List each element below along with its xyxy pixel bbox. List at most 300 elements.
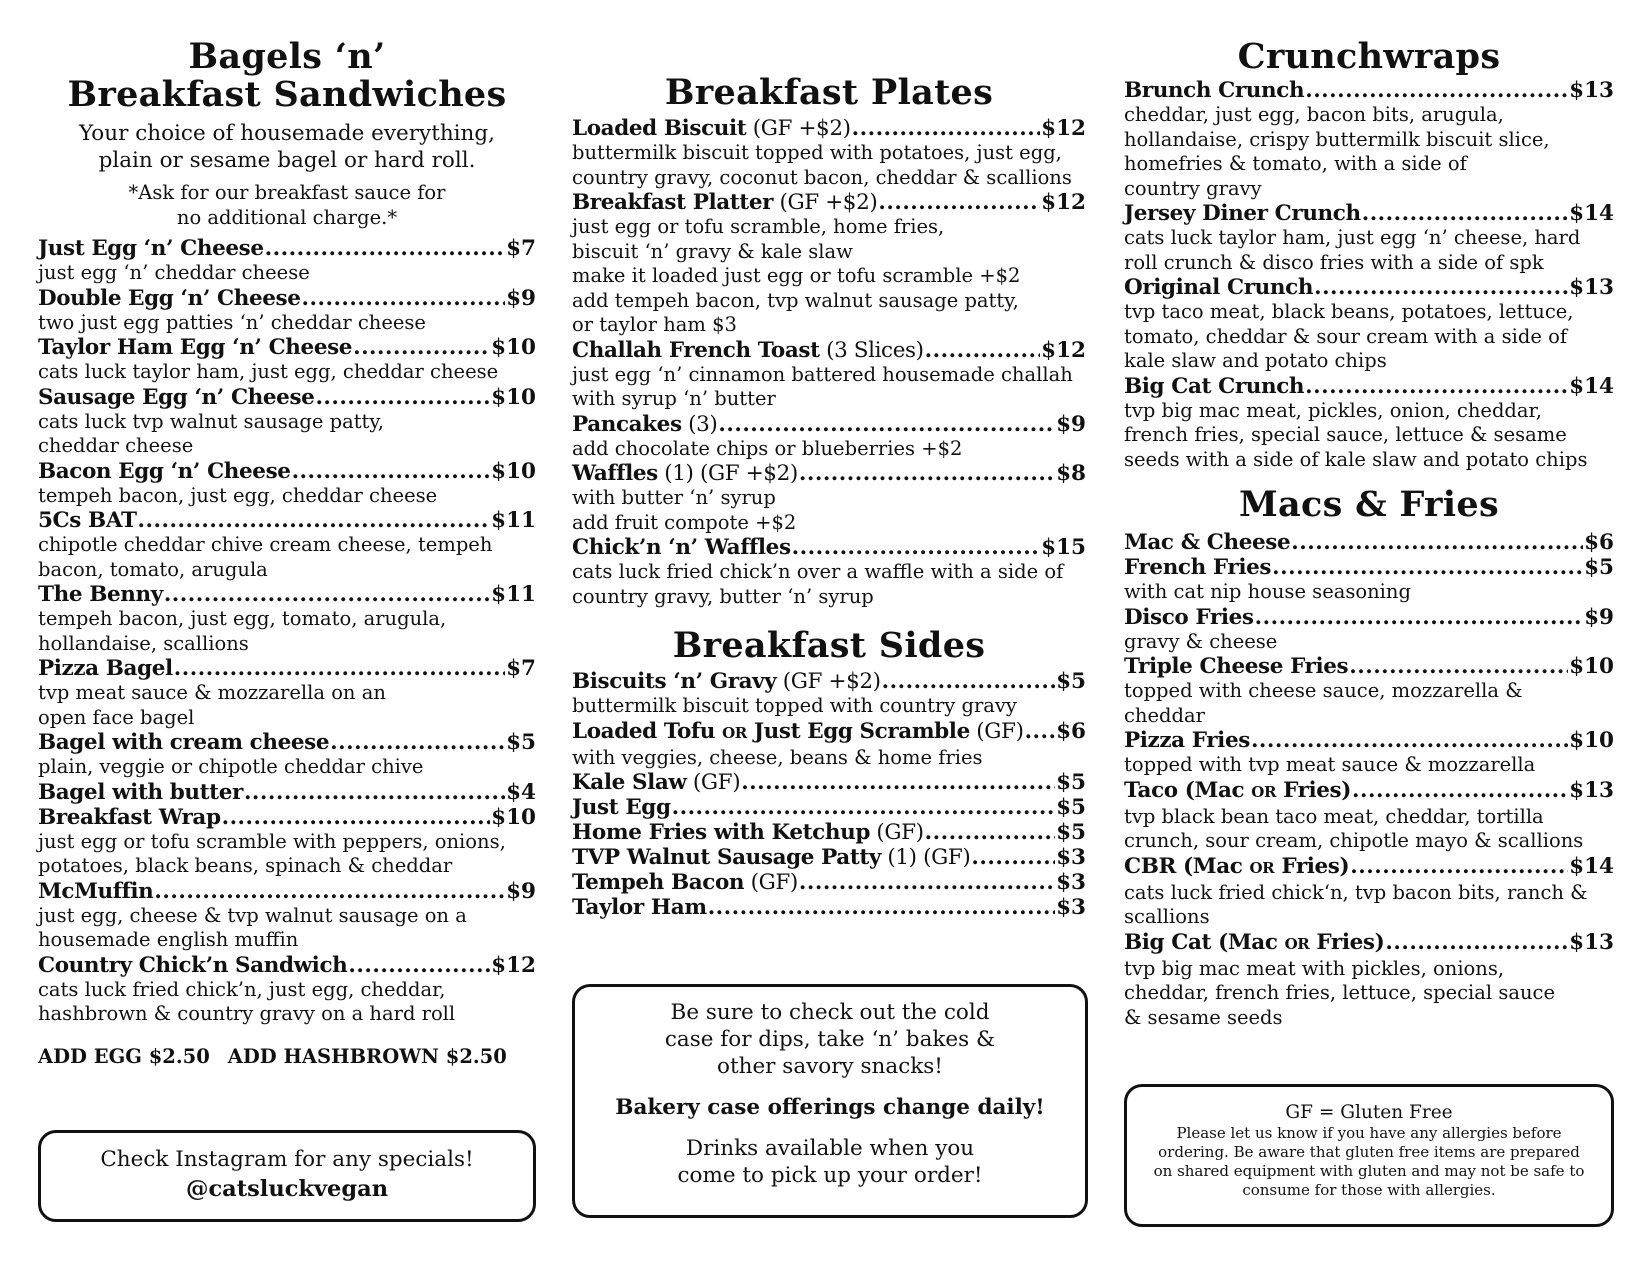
item-description: cheddar, just egg, bacon bits, arugula, hollandaise, crispy buttermilk biscuit slice, homefries & tomato, with a side of country gravy [1124, 103, 1550, 200]
menu-item [572, 535, 1086, 609]
cold-case-box [572, 984, 1088, 1218]
menu-item-row [38, 335, 536, 360]
item-name-text: Jersey Diner Crunch [1124, 201, 1361, 226]
menu-item [1124, 654, 1614, 728]
item-name [1124, 654, 1348, 679]
menu-item-row [572, 412, 1086, 437]
item-modifier: (GF) [869, 820, 924, 845]
item-description: just egg or tofu scramble, home fries, biscuit ‘n’ gravy & kale slaw make it loaded just egg or tofu scramble +$2 add tempeh bacon, tvp walnut sausage patty, or taylor ham $3 [572, 215, 1021, 336]
bakery-case-text: Bakery case offerings change daily! [615, 1095, 1045, 1120]
item-name [38, 656, 173, 681]
menu-item-row [572, 820, 1086, 845]
item-name [1124, 275, 1313, 300]
item-name-text: TVP Walnut Sausage Patty [572, 845, 881, 870]
item-name-text: McMuffin [38, 878, 154, 904]
menu-item [1124, 605, 1614, 655]
menu-item [1124, 778, 1614, 854]
item-price: $12 [1041, 116, 1086, 141]
item-name [38, 953, 347, 978]
menu-item-row [1124, 275, 1614, 300]
item-name-text: Disco Fries [1124, 604, 1254, 630]
menu-item-row [572, 845, 1086, 870]
sauce-note [38, 180, 536, 230]
menu-item-row [1124, 374, 1614, 399]
item-modifier: (GF) [686, 770, 741, 795]
menu-item-row [38, 805, 536, 830]
item-name-text: The Benny [38, 582, 163, 607]
menu-item-row [38, 236, 536, 261]
menu-item [572, 845, 1086, 870]
menu-item [1124, 201, 1614, 275]
item-price: $9 [506, 285, 536, 311]
item-price: $13 [1569, 275, 1614, 300]
menu-item [1124, 930, 1614, 1031]
menu-item [38, 879, 536, 953]
menu-item-row [1124, 930, 1614, 957]
item-description: add chocolate chips or blueberries +$2 [572, 436, 963, 460]
item-name-text: Breakfast Platter [572, 190, 774, 215]
item-name [1124, 530, 1290, 555]
menu-item-row [572, 669, 1086, 694]
item-name [572, 770, 740, 795]
dot-leader [852, 116, 1041, 141]
menu-item-row [572, 719, 1086, 746]
menu-item [38, 805, 536, 879]
item-name-text: Brunch Crunch [1124, 78, 1305, 103]
menu-item [572, 820, 1086, 845]
item-name-text: Just Egg [572, 795, 671, 820]
item-name-text: Loaded Biscuit [572, 116, 747, 141]
section-heading-crunchwraps: Crunchwraps [1237, 36, 1501, 77]
item-description: just egg, cheese & tvp walnut sausage on a housemade english muffin [38, 903, 467, 951]
dot-leader [792, 535, 1040, 560]
item-name-text: Double Egg ‘n’ Cheese [38, 285, 301, 311]
item-name [38, 236, 264, 261]
item-name [572, 535, 791, 560]
item-name-text: Bagel with cream cheese [38, 730, 330, 755]
item-price: $7 [506, 236, 536, 261]
item-price: $5 [1056, 820, 1086, 845]
menu-item [572, 795, 1086, 820]
item-name [1124, 605, 1254, 630]
menu-item-row [38, 879, 536, 904]
heading-line: Breakfast Sandwiches [67, 74, 507, 115]
item-name [572, 338, 924, 363]
dot-leader [174, 656, 505, 681]
dot-leader [799, 870, 1055, 895]
item-description: cats luck taylor ham, just egg, cheddar cheese [38, 360, 499, 383]
bagel-item-list [38, 236, 536, 1027]
item-name [38, 582, 163, 607]
item-name-text: Breakfast Wrap [38, 804, 221, 830]
menu-item-row [38, 508, 536, 533]
item-price: $5 [1056, 795, 1086, 820]
item-name-text: Bagel with butter [38, 779, 243, 805]
menu-item-row [572, 461, 1086, 486]
item-name-part: Fries) [1309, 929, 1385, 955]
or-text: OR [722, 723, 747, 742]
item-price: $10 [491, 458, 536, 484]
item-price: $5 [1056, 669, 1086, 694]
menu-item-row [1124, 78, 1614, 103]
item-name-part: CBR (Mac [1124, 853, 1250, 879]
dot-leader [971, 845, 1055, 870]
dot-leader [222, 805, 491, 830]
plates-item-list [572, 116, 1086, 609]
menu-item [1124, 530, 1614, 555]
dot-leader [799, 461, 1055, 486]
item-modifier: (3) [681, 411, 718, 437]
addon-egg: ADD EGG $2.50 [38, 1044, 210, 1068]
menu-item [1124, 555, 1614, 605]
item-modifier: (GF) [969, 718, 1024, 744]
item-name-part: Fries) [1276, 777, 1352, 803]
item-name [1124, 78, 1304, 103]
item-name [38, 508, 137, 533]
menu-item [572, 895, 1086, 920]
item-name-text: Taylor Ham Egg ‘n’ Cheese [38, 335, 353, 360]
menu-item-row [572, 770, 1086, 795]
item-modifier: (GF +$2) [746, 116, 851, 141]
dot-leader [292, 459, 491, 484]
item-name-text: Tempeh Bacon [572, 870, 745, 895]
item-modifier: (1) (GF +$2) [657, 461, 798, 486]
menu-item [38, 335, 536, 385]
item-description: with butter ‘n’ syrup add fruit compote +$2 [572, 486, 797, 534]
item-modifier: (3 Slices) [819, 337, 924, 363]
sides-item-list [572, 669, 1086, 920]
item-description: just egg or tofu scramble with peppers, onions, potatoes, black beans, spinach & cheddar [38, 829, 506, 877]
intro-line: plain or sesame bagel or hard roll. [98, 148, 476, 173]
item-name-text: Pizza Bagel [38, 656, 173, 681]
item-name-text: Challah French Toast [572, 337, 820, 363]
menu-item [38, 780, 536, 805]
menu-item-row [572, 338, 1086, 363]
dot-leader [718, 412, 1055, 437]
gluten-free-box [1124, 1084, 1614, 1227]
instagram-box [38, 1130, 536, 1222]
menu-item-row [1124, 530, 1614, 555]
dot-leader [164, 582, 490, 607]
item-name-text: Triple Cheese Fries [1124, 654, 1349, 679]
item-price: $10 [1569, 654, 1614, 679]
item-description: topped with cheese sauce, mozzarella & cheddar [1124, 679, 1523, 727]
item-name [572, 412, 717, 437]
item-name [572, 116, 851, 141]
item-price: $5 [1584, 555, 1614, 580]
item-price: $6 [1584, 530, 1614, 555]
item-description: tempeh bacon, just egg, cheddar cheese [38, 483, 438, 507]
item-price: $5 [506, 730, 536, 755]
item-modifier: (1) (GF) [880, 845, 971, 870]
dot-leader [1362, 201, 1568, 226]
menu-item [38, 385, 536, 459]
menu-item [38, 656, 536, 730]
item-name [1124, 854, 1349, 881]
item-price: $7 [506, 656, 536, 681]
menu-item [38, 953, 536, 1027]
menu-item [38, 236, 536, 286]
menu-item-row [572, 870, 1086, 895]
item-description: plain, veggie or chipotle cheddar chive [38, 755, 424, 778]
breakfast-section [572, 74, 1086, 920]
menu-item-row [1124, 605, 1614, 630]
menu-item [38, 508, 536, 582]
item-description: just egg ‘n’ cinnamon battered housemade challah with syrup ‘n’ butter [572, 362, 1073, 410]
menu-item-row [38, 780, 536, 805]
dot-leader [265, 236, 505, 261]
item-price: $9 [506, 878, 536, 904]
menu-item-row [38, 582, 536, 607]
menu-item-row [572, 535, 1086, 560]
item-description: cats luck fried chick’n over a waffle with a side of country gravy, butter ‘n’ syrup [572, 560, 1064, 608]
item-name [572, 719, 1024, 746]
item-name-text: Chick’n ‘n’ Waffles [572, 535, 791, 560]
item-name-text: Mac & Cheese [1124, 530, 1291, 555]
item-price: $4 [506, 779, 536, 805]
crunch-item-list [1124, 78, 1614, 472]
menu-item-row [38, 286, 536, 311]
item-description: two just egg patties ‘n’ cheddar cheese [38, 310, 426, 334]
item-name [572, 895, 707, 920]
item-name [572, 190, 877, 215]
item-price: $12 [491, 952, 536, 978]
dot-leader [1350, 854, 1568, 879]
note-line: no additional charge.* [176, 206, 398, 229]
item-price: $13 [1569, 929, 1614, 955]
item-name [572, 820, 924, 845]
item-price: $12 [1041, 337, 1086, 363]
item-name-text: Home Fries with Ketchup [572, 820, 870, 845]
dot-leader [1305, 374, 1568, 399]
item-name-text: Kale Slaw [572, 770, 687, 795]
item-name-text: Pizza Fries [1124, 728, 1250, 753]
menu-item-row [1124, 201, 1614, 226]
item-description: tvp big mac meat, pickles, onion, cheddar, french fries, special sauce, lettuce & sesame seeds with a side of kale slaw and potato chips [1124, 398, 1588, 471]
menu-item [38, 459, 536, 509]
item-description: just egg ‘n’ cheddar cheese [38, 261, 310, 284]
dot-leader [1291, 530, 1583, 555]
item-description: chipotle cheddar chive cream cheese, tempeh bacon, tomato, arugula [38, 533, 493, 581]
menu-item [38, 286, 536, 336]
item-price: $9 [1056, 411, 1086, 437]
item-name-text: Pancakes [572, 411, 682, 437]
item-name [1124, 930, 1384, 957]
item-description: tvp black bean taco meat, cheddar, tortilla crunch, sour cream, chipotle mayo & scallions [1124, 804, 1584, 852]
menu-item [572, 338, 1086, 412]
dot-leader [672, 795, 1055, 820]
item-name-text: Waffles [572, 461, 658, 486]
dot-leader [1255, 605, 1583, 630]
item-price: $3 [1056, 870, 1086, 895]
allergy-note: Please let us know if you have any allergies before ordering. Be aware that gluten free items are prepared on shared equipment with gluten and may not be safe to consume for those with allergies. [1153, 1124, 1585, 1199]
item-description: cats luck taylor ham, just egg ‘n’ cheese, hard roll crunch & disco fries with a side of spk [1124, 226, 1581, 274]
item-price: $6 [1056, 718, 1086, 744]
section-heading-bagels [38, 38, 536, 114]
menu-item-row [38, 953, 536, 978]
item-price: $15 [1041, 535, 1086, 560]
dot-leader [302, 286, 506, 311]
item-name-part: Fries) [1274, 853, 1350, 879]
dot-leader [315, 385, 490, 410]
dot-leader [1272, 555, 1583, 580]
menu-item-row [572, 795, 1086, 820]
or-text: OR [1249, 858, 1275, 877]
menu-item-row [38, 385, 536, 410]
item-name-text: Bacon Egg ‘n’ Cheese [38, 458, 291, 484]
item-price: $14 [1569, 201, 1614, 226]
item-modifier: (GF) [744, 870, 798, 895]
item-price: $10 [1569, 728, 1614, 753]
menu-item [572, 870, 1086, 895]
item-description: topped with tvp meat sauce & mozzarella [1124, 753, 1536, 776]
menu-item [1124, 854, 1614, 930]
menu-item [572, 412, 1086, 462]
menu-item [38, 730, 536, 780]
dot-leader [925, 820, 1055, 845]
dot-leader [138, 508, 491, 533]
item-name [1124, 778, 1351, 805]
item-name [38, 335, 352, 360]
item-price: $12 [1041, 190, 1086, 215]
item-name [572, 870, 798, 895]
gf-title: GF = Gluten Free [1285, 1102, 1453, 1123]
menu-item-row [1124, 778, 1614, 805]
item-name [38, 459, 291, 484]
menu-item-row [1124, 555, 1614, 580]
menu-item [1124, 374, 1614, 473]
item-name [38, 780, 243, 805]
item-name [38, 805, 221, 830]
item-price: $11 [491, 582, 536, 607]
bagel-intro [38, 120, 536, 174]
item-name [572, 669, 881, 694]
item-name-text: Sausage Egg ‘n’ Cheese [38, 384, 315, 410]
dot-leader [925, 338, 1040, 363]
item-name [38, 286, 301, 311]
item-name-text: Just Egg ‘n’ Cheese [38, 236, 264, 261]
item-name [38, 879, 153, 904]
intro-line: Your choice of housemade everything, [78, 121, 496, 146]
item-description: with veggies, cheese, beans & home fries [572, 745, 983, 769]
dot-leader [741, 770, 1055, 795]
item-price: $10 [491, 335, 536, 360]
dot-leader [708, 895, 1055, 920]
item-name [572, 845, 970, 870]
item-name-text: Taylor Ham [572, 895, 707, 920]
menu-item-row [38, 459, 536, 484]
item-description: gravy & cheese [1124, 629, 1278, 653]
item-name-part: Loaded Tofu [572, 718, 723, 744]
item-name-text: Country Chick’n Sandwich [38, 952, 348, 978]
menu-item-row [38, 656, 536, 681]
item-price: $9 [1584, 604, 1614, 630]
bagels-section [38, 38, 536, 1068]
cold-case-text: Be sure to check out the cold case for dips, take ‘n’ bakes & other savory snacks! [664, 1000, 996, 1079]
item-name-text: French Fries [1124, 555, 1272, 580]
menu-item [572, 461, 1086, 535]
item-name [1124, 374, 1304, 399]
item-description: buttermilk biscuit topped with potatoes, just egg, country gravy, coconut bacon, cheddar & scallions [572, 141, 1072, 189]
menu-item [572, 770, 1086, 795]
section-heading-sides: Breakfast Sides [672, 625, 986, 666]
menu-item-row [1124, 654, 1614, 679]
menu-item-row [38, 730, 536, 755]
dot-leader [878, 190, 1040, 215]
item-description: cats luck fried chick‘n, tvp bacon bits, ranch & scallions [1124, 880, 1588, 928]
item-price: $13 [1569, 777, 1614, 803]
item-name [38, 730, 329, 755]
dot-leader [348, 953, 490, 978]
item-modifier: (GF +$2) [776, 669, 881, 694]
dot-leader [353, 335, 490, 360]
item-name-part: Taco (Mac [1124, 777, 1252, 803]
section-heading-plates: Breakfast Plates [664, 72, 994, 113]
crunchwraps-section [1124, 38, 1614, 1030]
item-price: $10 [491, 384, 536, 410]
or-text: OR [1284, 934, 1310, 953]
dot-leader [1349, 654, 1568, 679]
dot-leader [330, 730, 505, 755]
item-description: cats luck tvp walnut sausage patty, cheddar cheese [38, 409, 385, 457]
menu-item [572, 116, 1086, 190]
menu-item [572, 190, 1086, 338]
item-modifier: (GF +$2) [773, 190, 878, 215]
section-heading-macs: Macs & Fries [1239, 484, 1499, 525]
item-price: $11 [491, 508, 536, 533]
item-description: with cat nip house seasoning [1124, 580, 1411, 603]
item-description: cats luck fried chick’n, just egg, cheddar, hashbrown & country gravy on a hard roll [38, 977, 456, 1025]
menu-item-row [1124, 728, 1614, 753]
item-name-part: Big Cat (Mac [1124, 929, 1285, 955]
dot-leader [1352, 778, 1568, 803]
item-name-text: 5Cs BAT [38, 508, 137, 533]
item-name-text: Original Crunch [1124, 275, 1314, 300]
item-price: $10 [491, 804, 536, 830]
dot-leader [1305, 78, 1568, 103]
item-price: $5 [1056, 770, 1086, 795]
menu-item [572, 719, 1086, 771]
macs-item-list [1124, 530, 1614, 1030]
item-price: $14 [1569, 853, 1614, 879]
item-name [38, 385, 314, 410]
heading-line: Bagels ‘n’ [188, 36, 386, 77]
item-name [1124, 201, 1361, 226]
dot-leader [1385, 930, 1568, 955]
menu-item [1124, 78, 1614, 201]
addons [38, 1045, 536, 1068]
menu-item [1124, 728, 1614, 778]
item-name-part: Just Egg Scramble [746, 718, 970, 744]
item-price: $8 [1056, 461, 1086, 486]
drinks-text: Drinks available when you come to pick up your order! [677, 1136, 983, 1188]
item-price: $13 [1569, 78, 1614, 103]
item-name [572, 795, 671, 820]
menu-item [38, 582, 536, 656]
dot-leader [1251, 728, 1568, 753]
item-name [1124, 728, 1250, 753]
dot-leader [882, 669, 1055, 694]
item-description: buttermilk biscuit topped with country gravy [572, 694, 1017, 717]
dot-leader [154, 879, 505, 904]
item-description: tempeh bacon, just egg, tomato, arugula, hollandaise, scallions [38, 607, 447, 655]
instagram-handle: @catsluckvegan [185, 1176, 389, 1202]
item-description: tvp taco meat, black beans, potatoes, lettuce, tomato, cheddar & sour cream with a side of kale slaw and potato chips [1124, 300, 1574, 372]
item-name-text: Big Cat Crunch [1124, 373, 1305, 399]
addon-hashbrown: ADD HASHBROWN $2.50 [227, 1044, 507, 1068]
instagram-text: Check Instagram for any specials! [100, 1147, 474, 1172]
item-name [1124, 555, 1271, 580]
